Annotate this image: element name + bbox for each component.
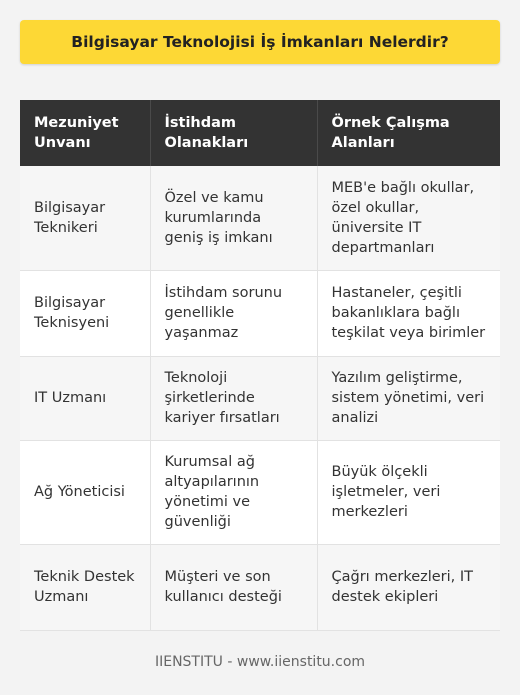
header-employment-opportunities: İstihdam Olanakları bbox=[150, 100, 317, 166]
cell-work-areas: MEB'e bağlı okullar, özel okullar, üniversite IT departmanları bbox=[317, 166, 500, 270]
header-example-work-areas: Örnek Çalışma Alanları bbox=[317, 100, 500, 166]
cell-title: Ağ Yöneticisi bbox=[20, 440, 150, 544]
cell-title: Bilgisayar Teknisyeni bbox=[20, 270, 150, 356]
cell-opportunities: Özel ve kamu kurumlarında geniş iş imkanı bbox=[150, 166, 317, 270]
cell-title: Teknik Destek Uzmanı bbox=[20, 544, 150, 630]
table-row bbox=[20, 270, 500, 356]
page-title: Bilgisayar Teknolojisi İş İmkanları Nelerdir? bbox=[71, 33, 449, 51]
table-header-row bbox=[20, 100, 500, 166]
footer-credit: IIENSTITU - www.iienstitu.com bbox=[154, 654, 366, 670]
cell-opportunities: Kurumsal ağ altyapılarının yönetimi ve güvenliği bbox=[150, 440, 317, 544]
table-row bbox=[20, 166, 500, 270]
cell-work-areas: Büyük ölçekli işletmeler, veri merkezleri bbox=[317, 440, 500, 544]
cell-work-areas: Çağrı merkezleri, IT destek ekipleri bbox=[317, 544, 500, 630]
title-banner bbox=[20, 20, 500, 64]
table-row bbox=[20, 356, 500, 440]
cell-title: IT Uzmanı bbox=[20, 356, 150, 440]
table-row bbox=[20, 440, 500, 544]
header-graduation-title: Mezuniyet Unvanı bbox=[20, 100, 150, 166]
jobs-table bbox=[20, 100, 500, 631]
cell-work-areas: Yazılım geliştirme, sistem yönetimi, veri analizi bbox=[317, 356, 500, 440]
cell-opportunities: Teknoloji şirketlerinde kariyer fırsatları bbox=[150, 356, 317, 440]
table-row bbox=[20, 544, 500, 630]
cell-opportunities: Müşteri ve son kullanıcı desteği bbox=[150, 544, 317, 630]
cell-title: Bilgisayar Teknikeri bbox=[20, 166, 150, 270]
cell-work-areas: Hastaneler, çeşitli bakanlıklara bağlı teşkilat veya birimler bbox=[317, 270, 500, 356]
cell-opportunities: İstihdam sorunu genellikle yaşanmaz bbox=[150, 270, 317, 356]
